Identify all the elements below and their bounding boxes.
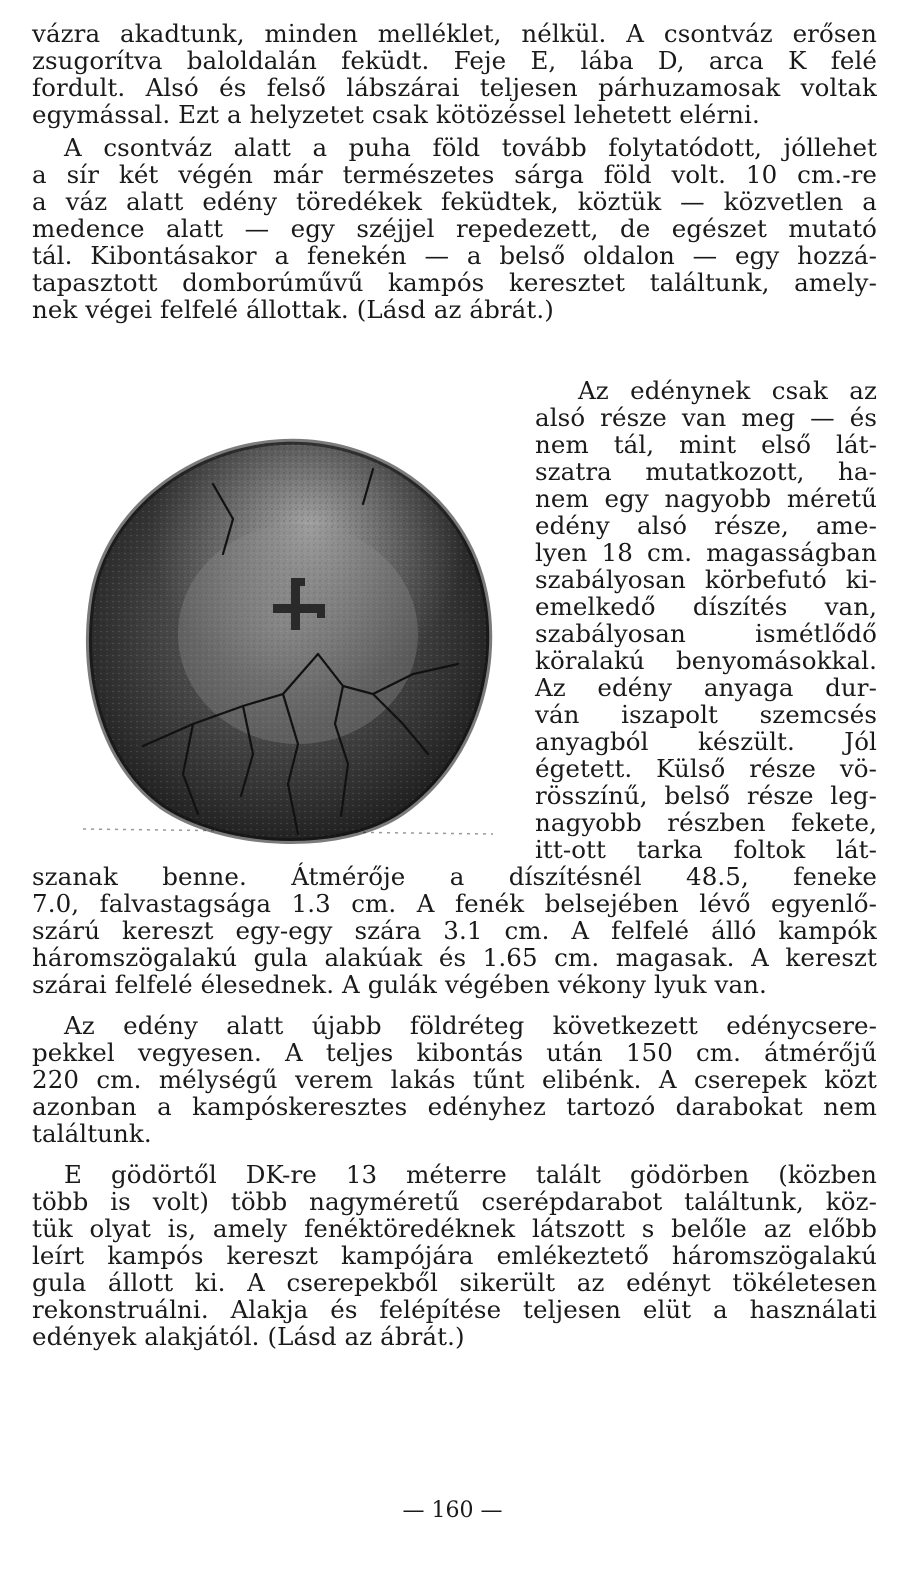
text-line: vázra akadtunk, minden melléklet, nélkül. A csontváz erősen <box>32 19 877 48</box>
text-line: edények alakjától. (Lásd az ábrát.) <box>32 1322 465 1351</box>
text-line: emelkedő díszítés van, <box>535 592 877 621</box>
text-line: Az edény anyaga dur- <box>535 673 877 702</box>
text-line: nek végei felfelé állottak. (Lásd az ábrát.) <box>32 295 554 324</box>
text-line: tapasztott domborúművű kampós keresztet találtunk, amely- <box>32 268 877 297</box>
vessel-photo <box>73 424 498 854</box>
page-number: — 160 — <box>402 1498 503 1523</box>
text-line: tük olyat is, amely fenéktöredéknek látszott s belőle az előbb <box>32 1214 877 1243</box>
text-line: egymással. Ezt a helyzetet csak kötözéssel lehetett elérni. <box>32 100 760 129</box>
text-line: ván iszapolt szemcsés <box>535 700 877 729</box>
text-line: anyagból készült. Jól <box>535 727 877 756</box>
text-line: leírt kampós kereszt kampójára emlékeztető háromszögalakú <box>32 1241 877 1270</box>
text-line: 220 cm. mélységű verem lakás tűnt elibénk. A cserepek közt <box>32 1065 877 1094</box>
text-line: medence alatt — egy széjjel repedezett, de egészet mutató <box>32 214 877 243</box>
text-line: fordult. Alsó és felső lábszárai teljesen párhuzamosak voltak <box>32 73 877 102</box>
text-line: nagyobb részben fekete, <box>535 808 877 837</box>
text-line: több is volt) több nagyméretű cserépdarabot találtunk, köz- <box>32 1187 877 1216</box>
text-line: lyen 18 cm. magasságban <box>535 538 877 567</box>
text-line: rösszínű, belső része leg- <box>535 781 877 810</box>
text-line: szabályosan körbefutó ki- <box>535 565 877 594</box>
text-line: köralakú benyomásokkal. <box>535 646 877 675</box>
text-line: rekonstruálni. Alakja és felépítése teljesen elüt a használati <box>32 1295 877 1324</box>
text-line: szatra mutatkozott, ha- <box>535 457 877 486</box>
text-line: 7.0, falvastagsága 1.3 cm. A fenék belsejében lévő egyenlő- <box>32 889 877 918</box>
text-line: háromszögalakú gula alakúak és 1.65 cm. magasak. A kereszt <box>32 943 877 972</box>
text-line: szárú kereszt egy-egy szára 3.1 cm. A felfelé álló kampók <box>32 916 877 945</box>
text-line: Az edénynek csak az <box>578 376 877 405</box>
text-line: szárai felfelé élesednek. A gulák végében vékony lyuk van. <box>32 970 767 999</box>
text-line: edény alsó része, ame- <box>535 511 877 540</box>
text-line: találtunk. <box>32 1119 152 1148</box>
text-line: gula állott ki. A cserepekből sikerült az edényt tökéletesen <box>32 1268 877 1297</box>
text-line: E gödörtől DK-re 13 méterre talált gödörben (közben <box>64 1160 877 1189</box>
text-line: a váz alatt edény töredékek feküdtek, köztük — közvetlen a <box>32 187 877 216</box>
text-line: alsó része van meg — és <box>535 403 877 432</box>
text-line: szanak benne. Átmérője a díszítésnél 48.5, feneke <box>32 862 877 891</box>
text-line: Az edény alatt újabb földréteg következett edénycsere- <box>64 1011 877 1040</box>
text-line: a sír két végén már természetes sárga föld volt. 10 cm.-re <box>32 160 877 189</box>
text-line: zsugorítva baloldalán feküdt. Feje E, lába D, arca K felé <box>32 46 877 75</box>
text-line: A csontváz alatt a puha föld tovább folytatódott, jóllehet <box>64 133 877 162</box>
text-line: szabályosan ismétlődő <box>535 619 877 648</box>
text-line: nem egy nagyobb méretű <box>535 484 877 513</box>
text-line: azonban a kampóskeresztes edényhez tartozó darabokat nem <box>32 1092 877 1121</box>
text-line: nem tál, mint első lát- <box>535 430 877 459</box>
text-line: tál. Kibontásakor a fenekén — a belső oldalon — egy hozzá- <box>32 241 877 270</box>
text-line: itt-ott tarka foltok lát- <box>535 835 877 864</box>
text-line: égetett. Külső része vö- <box>535 754 877 783</box>
text-line: pekkel vegyesen. A teljes kibontás után 150 cm. átmérőjű <box>32 1038 877 1067</box>
